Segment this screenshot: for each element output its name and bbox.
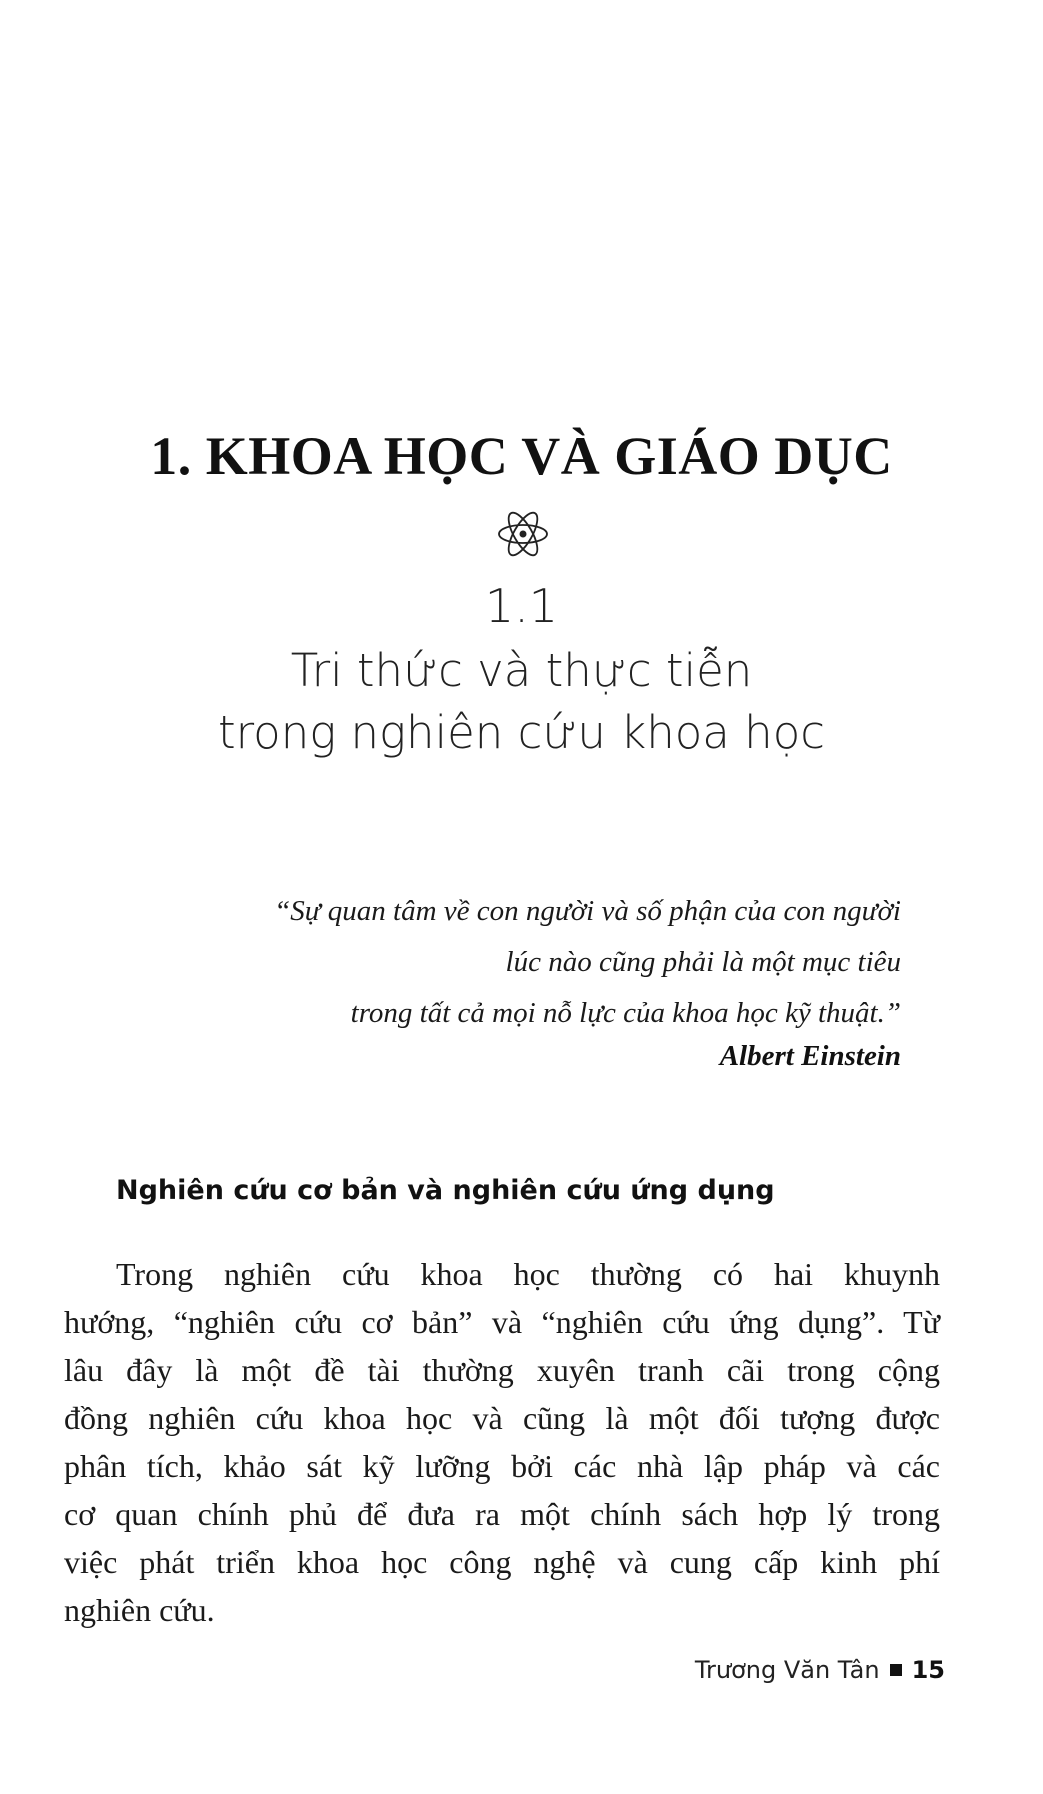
quote-author: Albert Einstein (719, 1040, 901, 1072)
quote-line: trong tất cả mọi nỗ lực của khoa học kỹ thuật.” (350, 997, 901, 1029)
quote-line: lúc nào cũng phải là một mục tiêu (505, 946, 901, 978)
section-title-line: trong nghiên cứu khoa học (218, 706, 825, 759)
page-footer (695, 1656, 945, 1684)
square-bullet-icon (890, 1664, 902, 1676)
body-line: nghiên cứu. (64, 1592, 215, 1628)
body-paragraph (64, 1250, 940, 1634)
body-line: đồng nghiên cứu khoa học và cũng là một đối tượng được (64, 1400, 940, 1436)
page-number: 15 (911, 1656, 945, 1684)
body-line: hướng, “nghiên cứu cơ bản” và “nghiên cứu ứng dụng”. Từ (64, 1304, 940, 1340)
body-line: lâu đây là một đề tài thường xuyên tranh cãi trong cộng (64, 1352, 940, 1388)
section-number: 1.1 (484, 579, 559, 633)
body-line: Trong nghiên cứu khoa học thường có hai khuynh (116, 1256, 940, 1292)
section-title (0, 640, 1043, 764)
footer-author: Trương Văn Tân (694, 1656, 880, 1684)
subheading: Nghiên cứu cơ bản và nghiên cứu ứng dụng (116, 1175, 775, 1206)
body-line: việc phát triển khoa học công nghệ và cung cấp kinh phí (64, 1544, 940, 1580)
body-line: phân tích, khảo sát kỹ lưỡng bởi các nhà lập pháp và các (64, 1448, 940, 1484)
atom-icon (495, 506, 551, 562)
quote-line: “Sự quan tâm về con người và số phận của con người (274, 895, 901, 927)
section-title-line: Tri thức và thực tiễn (290, 644, 753, 697)
epigraph-quote (141, 886, 901, 1039)
body-line: cơ quan chính phủ để đưa ra một chính sách hợp lý trong (64, 1496, 940, 1532)
chapter-title: 1. KHOA HỌC VÀ GIÁO DỤC (150, 426, 893, 486)
